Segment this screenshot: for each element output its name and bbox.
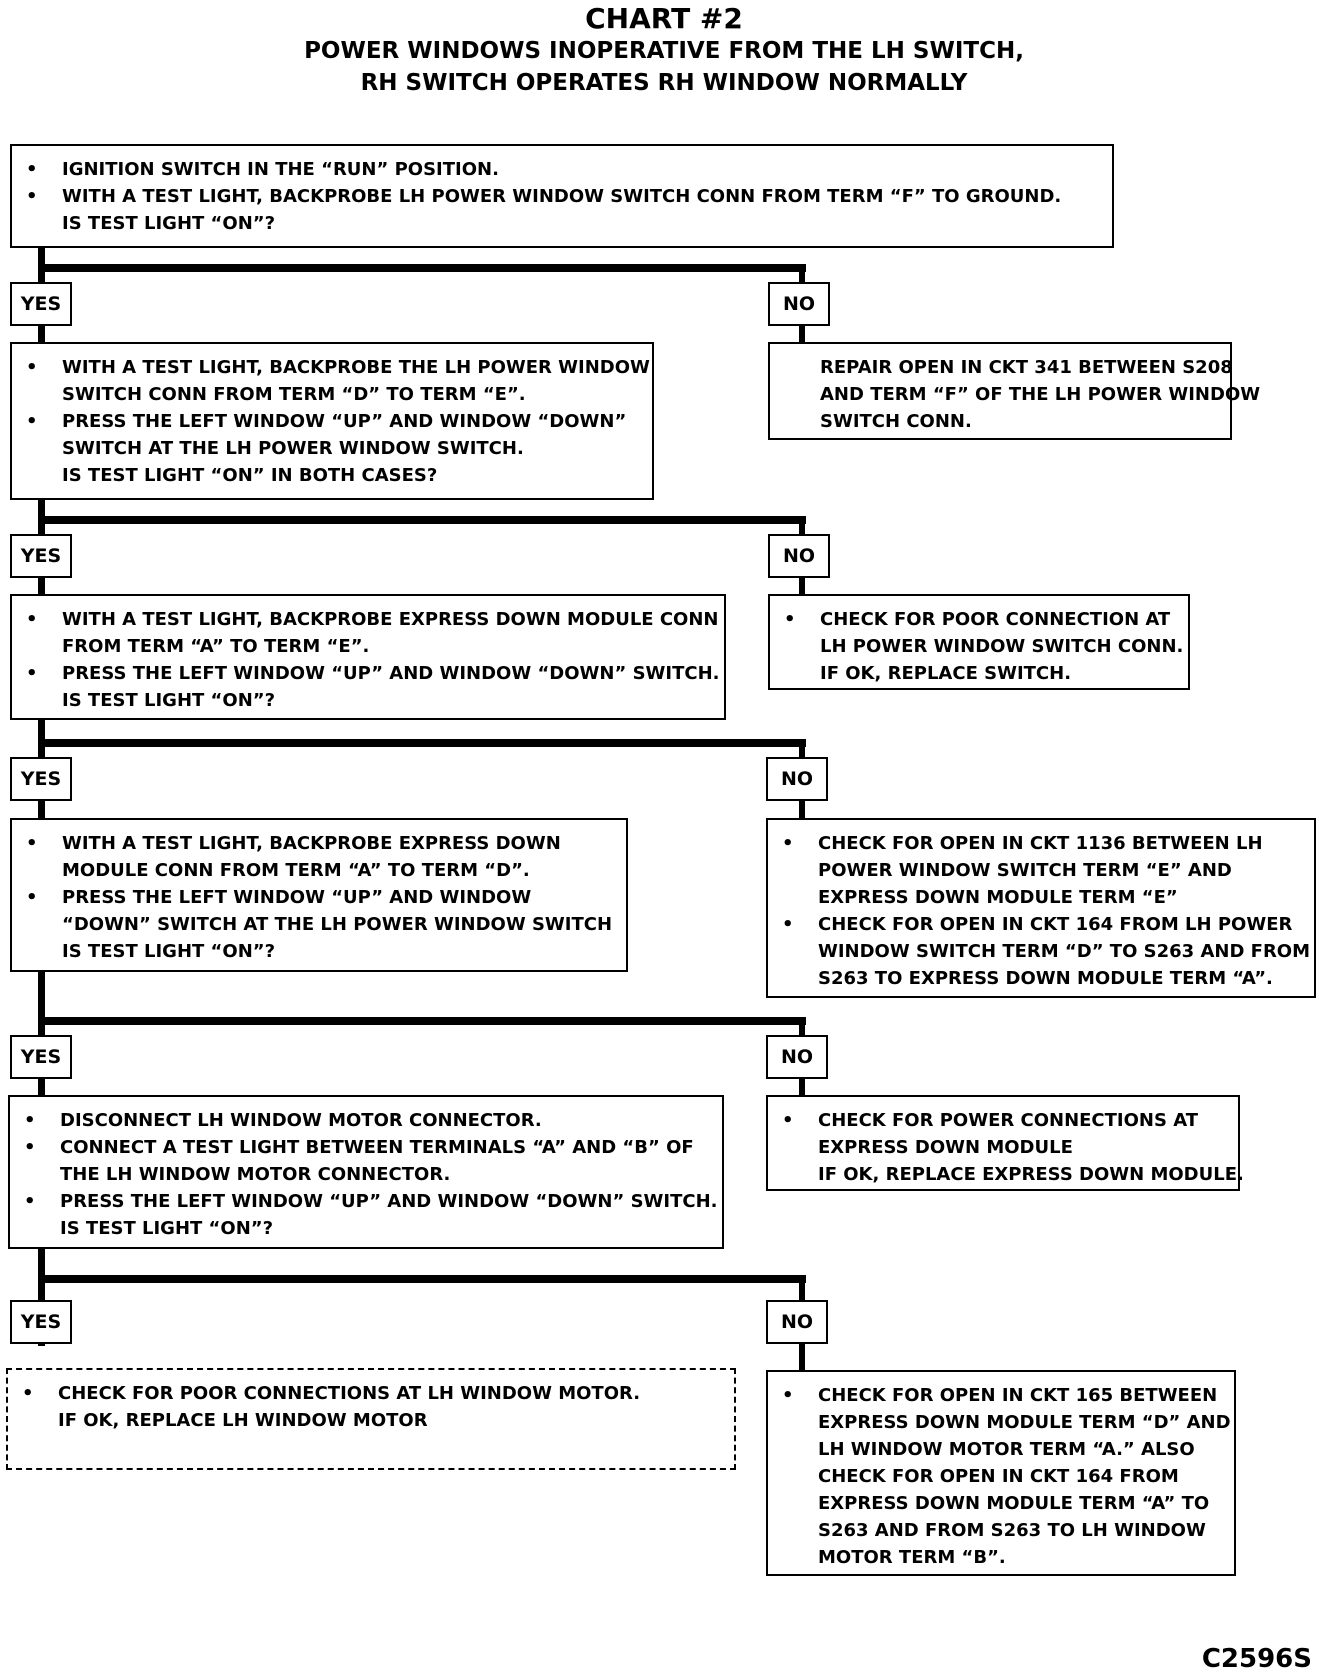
bullet [782, 1409, 818, 1436]
line-text: SWITCH CONN. [820, 411, 972, 432]
bullet [784, 354, 820, 381]
bullet: • [26, 357, 38, 378]
line-text: IS TEST LIGHT “ON”? [62, 941, 276, 962]
line-text: PRESS THE LEFT WINDOW “UP” AND WINDOW “DOWN” [62, 411, 627, 432]
yes-label-2: YES [10, 534, 72, 578]
no-action-box-5 [766, 1370, 1236, 1576]
line-text: AND TERM “F” OF THE LH POWER WINDOW [820, 384, 1261, 405]
line-text: S263 TO EXPRESS DOWN MODULE TERM “A”. [818, 968, 1273, 989]
no-action-box-3 [766, 818, 1316, 998]
text-line [784, 408, 1220, 435]
bullet: • [24, 1191, 36, 1212]
no-label-3: NO [766, 757, 828, 801]
figure-code: C2596S [1201, 1644, 1312, 1674]
bullet: • [26, 159, 38, 180]
line-text: IS TEST LIGHT “ON” IN BOTH CASES? [62, 465, 438, 486]
text-line [24, 1215, 712, 1242]
bullet [26, 462, 62, 489]
line-text: CHECK FOR POWER CONNECTIONS AT [818, 1110, 1199, 1131]
text-line [782, 1436, 1224, 1463]
text-line [24, 1134, 712, 1161]
bullet [784, 408, 820, 435]
bullet [26, 381, 62, 408]
text-line [784, 381, 1261, 408]
text-line [26, 381, 642, 408]
branch-bar-5 [38, 1275, 806, 1283]
bullet: • [26, 186, 38, 207]
yes-label-5: YES [10, 1300, 72, 1344]
line-text: EXPRESS DOWN MODULE TERM “E” [818, 887, 1178, 908]
line-text: PRESS THE LEFT WINDOW “UP” AND WINDOW [62, 887, 532, 908]
bullet [782, 1544, 818, 1571]
line-text: WINDOW SWITCH TERM “D” TO S263 AND FROM [818, 941, 1311, 962]
bullet: • [782, 914, 794, 935]
yes-label-4: YES [10, 1035, 72, 1079]
text-line [782, 1517, 1224, 1544]
yes-label-1: YES [10, 282, 72, 326]
final-step-box [6, 1368, 736, 1470]
line-text: CHECK FOR OPEN IN CKT 165 BETWEEN [818, 1385, 1218, 1406]
text-line [26, 408, 642, 435]
bullet [784, 381, 820, 408]
no-action-box-2 [768, 594, 1190, 690]
bullet: • [26, 609, 38, 630]
line-text: WITH A TEST LIGHT, BACKPROBE LH POWER WINDOW SWITCH CONN FROM TERM “F” TO GROUND. [62, 186, 1062, 207]
text-line [22, 1380, 724, 1407]
text-line [26, 633, 714, 660]
bullet: • [26, 887, 38, 908]
line-text: CHECK FOR OPEN IN CKT 164 FROM [818, 1466, 1179, 1487]
text-line [782, 1161, 1244, 1188]
text-line [24, 1161, 712, 1188]
text-line [784, 354, 1233, 381]
line-text: WITH A TEST LIGHT, BACKPROBE EXPRESS DOWN MODULE CONN [62, 609, 719, 630]
text-line [782, 965, 1304, 992]
line-text: FROM TERM “A” TO TERM “E”. [62, 636, 370, 657]
bullet [782, 938, 818, 965]
text-line [782, 1490, 1224, 1517]
text-line [782, 1134, 1228, 1161]
no-label-1: NO [768, 282, 830, 326]
bullet [24, 1215, 60, 1242]
step-box-1 [10, 144, 1114, 248]
chart-subtitle-line-2: RH SWITCH OPERATES RH WINDOW NORMALLY [360, 70, 968, 96]
line-text: EXPRESS DOWN MODULE [818, 1137, 1073, 1158]
line-text: REPAIR OPEN IN CKT 341 BETWEEN S208 [820, 357, 1233, 378]
line-text: LH POWER WINDOW SWITCH CONN. [820, 636, 1184, 657]
line-text: IS TEST LIGHT “ON”? [60, 1218, 274, 1239]
bullet [782, 1436, 818, 1463]
line-text: PRESS THE LEFT WINDOW “UP” AND WINDOW “DOWN” SWITCH. [60, 1191, 718, 1212]
text-line [26, 156, 1102, 183]
bullet: • [782, 1110, 794, 1131]
line-text: POWER WINDOW SWITCH TERM “E” AND [818, 860, 1232, 881]
bullet [782, 965, 818, 992]
line-text: LH WINDOW MOTOR TERM “A.” ALSO [818, 1439, 1195, 1460]
line-text: CHECK FOR POOR CONNECTION AT [820, 609, 1171, 630]
text-line [782, 1382, 1224, 1409]
text-line [782, 884, 1304, 911]
text-line [26, 210, 1102, 237]
bullet [782, 1161, 818, 1188]
text-line [26, 911, 616, 938]
text-line [784, 606, 1178, 633]
line-text: MODULE CONN FROM TERM “A” TO TERM “D”. [62, 860, 530, 881]
text-line [782, 1409, 1231, 1436]
line-text: WITH A TEST LIGHT, BACKPROBE THE LH POWER WINDOW [62, 357, 650, 378]
step-box-4 [10, 818, 628, 972]
branch-bar-3 [38, 739, 806, 747]
bullet [782, 1134, 818, 1161]
line-text: S263 AND FROM S263 TO LH WINDOW [818, 1520, 1206, 1541]
no-action-box-4 [766, 1095, 1244, 1191]
text-line [782, 938, 1311, 965]
text-line [26, 606, 719, 633]
yes-label-3: YES [10, 757, 72, 801]
bullet: • [26, 411, 38, 432]
line-text: PRESS THE LEFT WINDOW “UP” AND WINDOW “DOWN” SWITCH. [62, 663, 720, 684]
no-label-2: NO [768, 534, 830, 578]
bullet [26, 210, 62, 237]
branch-bar-1 [38, 264, 806, 272]
bullet: • [24, 1137, 36, 1158]
line-text: IF OK, REPLACE LH WINDOW MOTOR [58, 1410, 428, 1431]
text-line [782, 1463, 1224, 1490]
text-line [782, 1544, 1224, 1571]
bullet: • [24, 1110, 36, 1131]
text-line [26, 462, 642, 489]
text-line [26, 687, 714, 714]
line-text: IS TEST LIGHT “ON”? [62, 213, 276, 234]
text-line [782, 857, 1304, 884]
chart-title: CHART #2 [585, 2, 743, 35]
bullet: • [26, 663, 38, 684]
line-text: CHECK FOR OPEN IN CKT 1136 BETWEEN LH [818, 833, 1263, 854]
branch-bar-4 [38, 1017, 806, 1025]
bullet: • [26, 833, 38, 854]
line-text: SWITCH AT THE LH POWER WINDOW SWITCH. [62, 438, 524, 459]
bullet [782, 1517, 818, 1544]
text-line [26, 938, 616, 965]
text-line [784, 660, 1178, 687]
text-line [26, 435, 642, 462]
line-text: MOTOR TERM “B”. [818, 1547, 1006, 1568]
bullet [26, 435, 62, 462]
text-line [26, 857, 616, 884]
bullet: • [784, 609, 796, 630]
line-text: DISCONNECT LH WINDOW MOTOR CONNECTOR. [60, 1110, 542, 1131]
line-text: CHECK FOR POOR CONNECTIONS AT LH WINDOW MOTOR. [58, 1383, 641, 1404]
bullet [782, 1463, 818, 1490]
text-line [26, 830, 616, 857]
text-line [24, 1107, 712, 1134]
step-box-3 [10, 594, 726, 720]
bullet [22, 1407, 58, 1434]
branch-bar-2 [38, 516, 806, 524]
bullet [782, 857, 818, 884]
bullet [782, 1490, 818, 1517]
bullet [26, 938, 62, 965]
step-box-2 [10, 342, 654, 500]
step-box-5 [8, 1095, 724, 1249]
chart-subtitle-line-1: POWER WINDOWS INOPERATIVE FROM THE LH SWITCH, [304, 38, 1024, 64]
line-text: IF OK, REPLACE SWITCH. [820, 663, 1072, 684]
line-text: CHECK FOR OPEN IN CKT 164 FROM LH POWER [818, 914, 1293, 935]
text-line [784, 633, 1184, 660]
text-line [782, 911, 1304, 938]
line-text: WITH A TEST LIGHT, BACKPROBE EXPRESS DOWN [62, 833, 561, 854]
text-line [782, 830, 1304, 857]
bullet [782, 884, 818, 911]
bullet [784, 660, 820, 687]
bullet: • [782, 1385, 794, 1406]
line-text: EXPRESS DOWN MODULE TERM “A” TO [818, 1493, 1210, 1514]
line-text: CONNECT A TEST LIGHT BETWEEN TERMINALS “A” AND “B” OF [60, 1137, 694, 1158]
text-line [26, 884, 616, 911]
no-action-box-1 [768, 342, 1261, 440]
line-text: IF OK, REPLACE EXPRESS DOWN MODULE. [818, 1164, 1244, 1185]
text-line [24, 1188, 718, 1215]
bullet: • [22, 1383, 34, 1404]
line-text: EXPRESS DOWN MODULE TERM “D” AND [818, 1412, 1231, 1433]
line-text: SWITCH CONN FROM TERM “D” TO TERM “E”. [62, 384, 526, 405]
text-line [26, 660, 720, 687]
bullet [26, 857, 62, 884]
text-line [782, 1107, 1228, 1134]
text-line [26, 183, 1102, 210]
bullet [26, 633, 62, 660]
bullet [26, 687, 62, 714]
no-label-4: NO [766, 1035, 828, 1079]
line-text: THE LH WINDOW MOTOR CONNECTOR. [60, 1164, 451, 1185]
bullet [784, 633, 820, 660]
bullet: • [782, 833, 794, 854]
text-line [22, 1407, 724, 1434]
text-line [26, 354, 650, 381]
line-text: IS TEST LIGHT “ON”? [62, 690, 276, 711]
bullet [26, 911, 62, 938]
line-text: IGNITION SWITCH IN THE “RUN” POSITION. [62, 159, 499, 180]
no-label-5: NO [766, 1300, 828, 1344]
bullet [24, 1161, 60, 1188]
line-text: “DOWN” SWITCH AT THE LH POWER WINDOW SWITCH [62, 914, 613, 935]
